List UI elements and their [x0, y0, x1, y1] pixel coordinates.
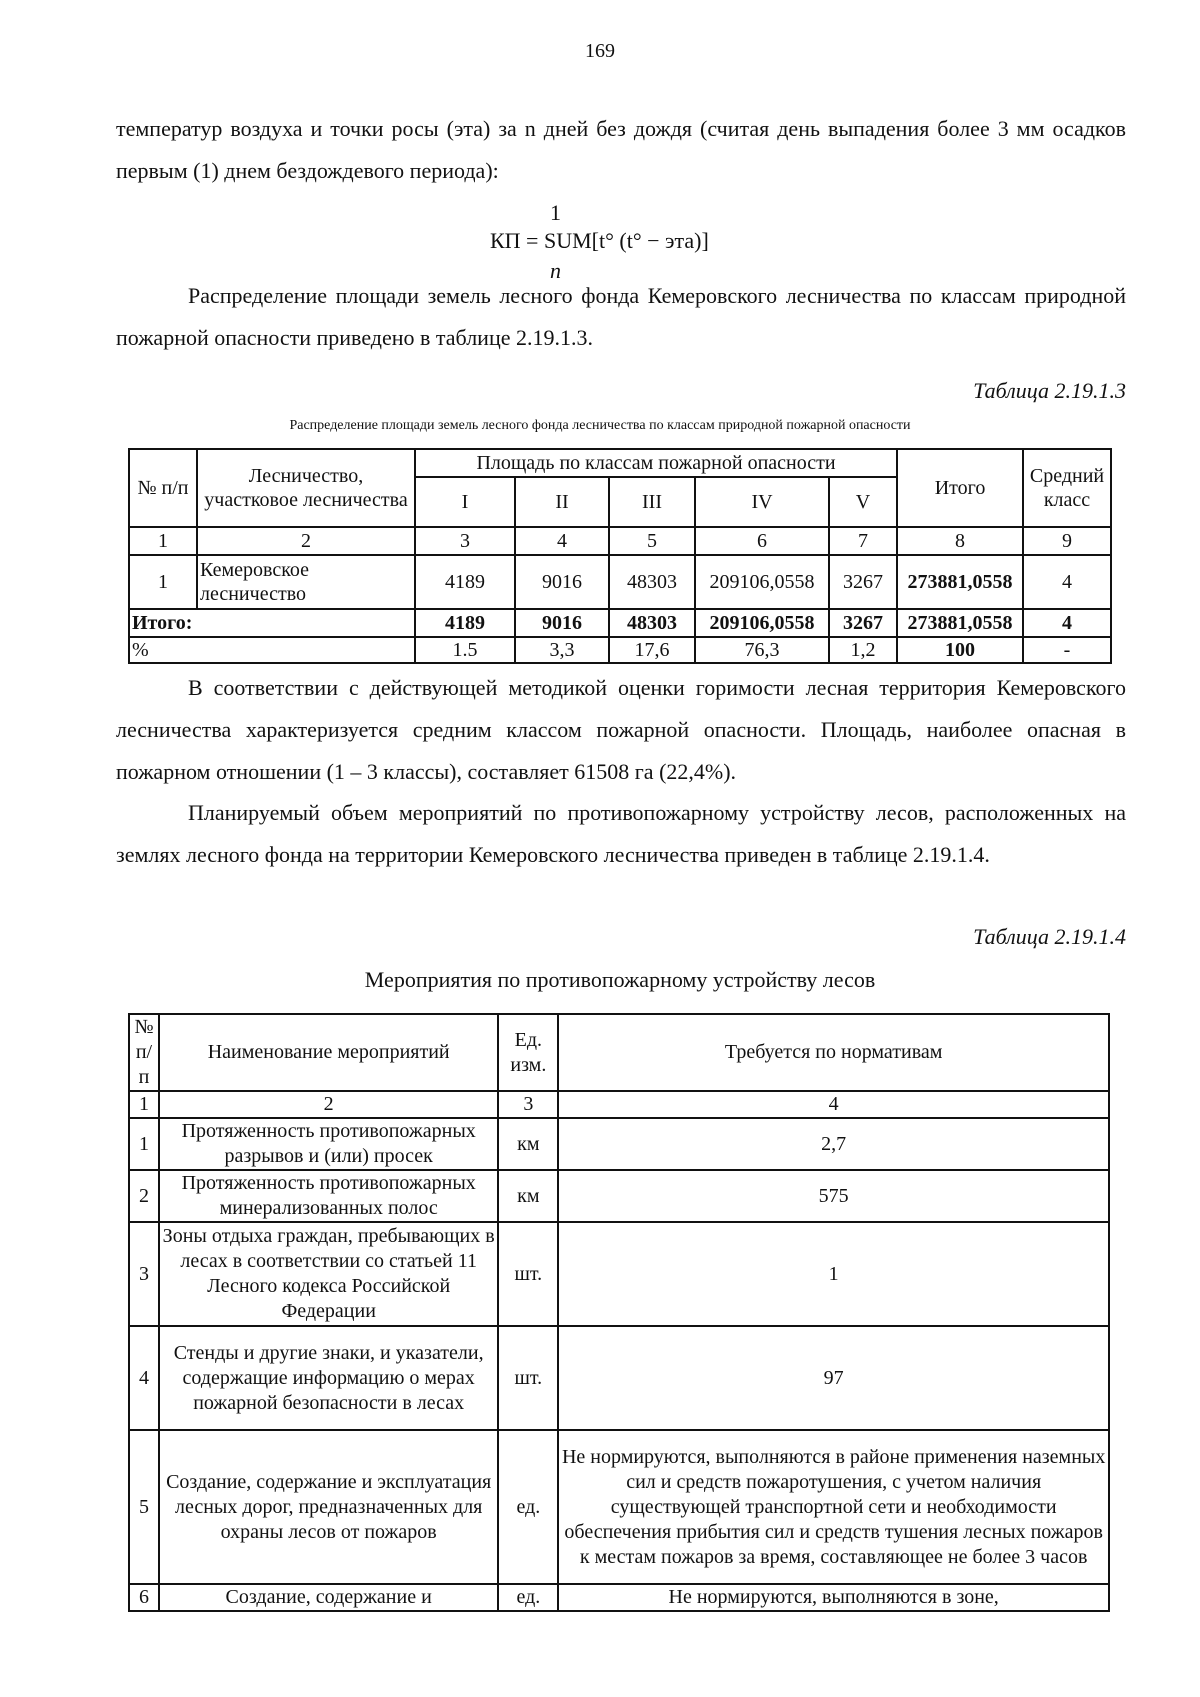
- t2-cell-name: Стенды и другие знаки, и указатели, содержащие информацию о мерах пожарной безопасности в лесах: [159, 1326, 498, 1430]
- t1-percent-cell: 76,3: [695, 637, 829, 663]
- t2-col-number: 2: [159, 1091, 498, 1118]
- t1-cell: 1: [129, 555, 197, 609]
- paragraph-3: В соответствии с действующей методикой оценки горимости лесная территория Кемеровского лесничества характеризуется средним классом пожарной опасности. Площадь, наиболее опасная в пожарном отношении (1 – 3 классы), составляет 61508 га (22,4%).: [116, 675, 1126, 784]
- t2-header-unit: Ед. изм.: [498, 1014, 558, 1091]
- t2-cell-name: Зоны отдыха граждан, пребывающих в лесах в соответствии со статьей 11 Лесного кодекса Российской Федерации: [159, 1222, 498, 1326]
- table-row: [129, 1170, 1109, 1222]
- page-number: 169: [585, 40, 615, 62]
- t1-percent-label: %: [129, 637, 415, 663]
- t1-col-number: 1: [129, 527, 197, 555]
- t1-total-cell: 48303: [609, 609, 695, 637]
- t2-cell-unit: шт.: [498, 1222, 558, 1326]
- t1-cell: 9016: [515, 555, 609, 609]
- table2-title: Мероприятия по противопожарному устройству лесов: [364, 967, 876, 992]
- t1-cell: 209106,0558: [695, 555, 829, 609]
- t2-cell-required: 575: [558, 1170, 1109, 1222]
- t1-percent-cell: 1.5: [415, 637, 515, 663]
- table-row: [129, 1222, 1109, 1326]
- t2-cell-unit: ед.: [498, 1430, 558, 1584]
- t1-col-number: 5: [609, 527, 695, 555]
- t2-col-number: 1: [129, 1091, 159, 1118]
- formula-numerator: 1: [550, 200, 561, 225]
- t2-header-required: Требуется по нормативам: [558, 1014, 1109, 1091]
- fire-measures-table: [128, 1013, 1110, 1612]
- t1-total-cell: 4189: [415, 609, 515, 637]
- t1-col-number: 9: [1023, 527, 1111, 555]
- t2-cell-name: Протяженность противопожарных разрывов и (или) просек: [159, 1118, 498, 1170]
- formula-main: КП = SUM[t° (t° − эта)]: [490, 228, 709, 253]
- t2-cell-required: 2,7: [558, 1118, 1109, 1170]
- t1-col-number: 4: [515, 527, 609, 555]
- t1-header-total: Итого: [897, 449, 1023, 527]
- t2-cell-num: 6: [129, 1584, 159, 1611]
- t2-cell-num: 4: [129, 1326, 159, 1430]
- t2-col-number: 4: [558, 1091, 1109, 1118]
- paragraph-2: Распределение площади земель лесного фонда Кемеровского лесничества по классам природной пожарной опасности приведено в таблице 2.19.1.3.: [116, 283, 1126, 350]
- t2-cell-num: 5: [129, 1430, 159, 1584]
- table1-caption: Таблица 2.19.1.3: [973, 378, 1126, 403]
- formula-denominator: n: [550, 258, 561, 283]
- t1-cell: 4: [1023, 555, 1111, 609]
- t2-cell-unit: ед.: [498, 1584, 558, 1611]
- t1-header-class: V: [829, 477, 897, 527]
- t1-header-forestry: Лесничество, участковое лесничества: [197, 449, 415, 527]
- t1-header-num: № п/п: [129, 449, 197, 527]
- t1-col-number: 8: [897, 527, 1023, 555]
- t2-cell-name: Протяженность противопожарных минерализованных полос: [159, 1170, 498, 1222]
- t1-total-cell: 3267: [829, 609, 897, 637]
- t1-percent-cell: 3,3: [515, 637, 609, 663]
- t2-col-number: 3: [498, 1091, 558, 1118]
- t1-percent-cell: 17,6: [609, 637, 695, 663]
- t1-header-class: II: [515, 477, 609, 527]
- t1-cell: 3267: [829, 555, 897, 609]
- table-row-total: [129, 609, 1111, 637]
- t1-cell-total: 273881,0558: [897, 555, 1023, 609]
- t1-total-label: Итого:: [129, 609, 415, 637]
- t1-col-number: 6: [695, 527, 829, 555]
- paragraph-4: Планируемый объем мероприятий по противопожарному устройству лесов, расположенных на землях лесного фонда на территории Кемеровского лесничества приведен в таблице 2.19.1.4.: [116, 800, 1126, 867]
- table-row: [129, 555, 1111, 609]
- t2-cell-required: Не нормируются, выполняются в районе применения наземных сил и средств пожаротушения, с учетом наличия существующей транспортной сети и необходимости обеспечения прибытия сил и средств тушения лесных пожаров к местам пожаров за время, составляющее не более 3 часов: [558, 1430, 1109, 1584]
- t1-total-cell: 209106,0558: [695, 609, 829, 637]
- t2-header-num: № п/п: [129, 1014, 159, 1091]
- t1-total-cell: 9016: [515, 609, 609, 637]
- t1-percent-cell: 100: [897, 637, 1023, 663]
- fire-class-table: [128, 448, 1112, 664]
- t1-col-number: 7: [829, 527, 897, 555]
- table2-caption: Таблица 2.19.1.4: [973, 924, 1126, 949]
- t1-total-cell: 4: [1023, 609, 1111, 637]
- t2-header-name: Наименование мероприятий: [159, 1014, 498, 1091]
- table-row: [129, 1118, 1109, 1170]
- paragraph-1: температур воздуха и точки росы (эта) за n дней без дождя (считая день выпадения более 3 мм осадков первым (1) днем бездождевого периода):: [116, 116, 1126, 183]
- t2-cell-unit: км: [498, 1170, 558, 1222]
- t2-cell-name: Создание, содержание и: [159, 1584, 498, 1611]
- t1-header-class: I: [415, 477, 515, 527]
- table1-title: Распределение площади земель лесного фонда лесничества по классам природной пожарной опасности: [289, 418, 911, 433]
- t2-cell-num: 2: [129, 1170, 159, 1222]
- t1-total-cell: 273881,0558: [897, 609, 1023, 637]
- t1-header-area-group: Площадь по классам пожарной опасности: [415, 449, 897, 477]
- t2-cell-num: 1: [129, 1118, 159, 1170]
- t2-cell-required: 1: [558, 1222, 1109, 1326]
- t2-cell-required: Не нормируются, выполняются в зоне,: [558, 1584, 1109, 1611]
- table-row-percent: [129, 637, 1111, 663]
- t1-percent-cell: 1,2: [829, 637, 897, 663]
- t1-percent-cell: -: [1023, 637, 1111, 663]
- formula: [490, 200, 730, 283]
- t1-cell-forestry: Кемеровское лесничество: [197, 555, 415, 609]
- t2-cell-unit: шт.: [498, 1326, 558, 1430]
- t1-header-class: III: [609, 477, 695, 527]
- table-row: [129, 1584, 1109, 1611]
- t2-cell-name: Создание, содержание и эксплуатация лесных дорог, предназначенных для охраны лесов от пожаров: [159, 1430, 498, 1584]
- t2-cell-num: 3: [129, 1222, 159, 1326]
- table-row: [129, 1326, 1109, 1430]
- t1-col-number: 2: [197, 527, 415, 555]
- t1-header-class: IV: [695, 477, 829, 527]
- t1-cell: 48303: [609, 555, 695, 609]
- t1-header-avg: Средний класс: [1023, 449, 1111, 527]
- table-row: [129, 1430, 1109, 1584]
- t2-cell-required: 97: [558, 1326, 1109, 1430]
- t2-cell-unit: км: [498, 1118, 558, 1170]
- t1-col-number: 3: [415, 527, 515, 555]
- t1-cell: 4189: [415, 555, 515, 609]
